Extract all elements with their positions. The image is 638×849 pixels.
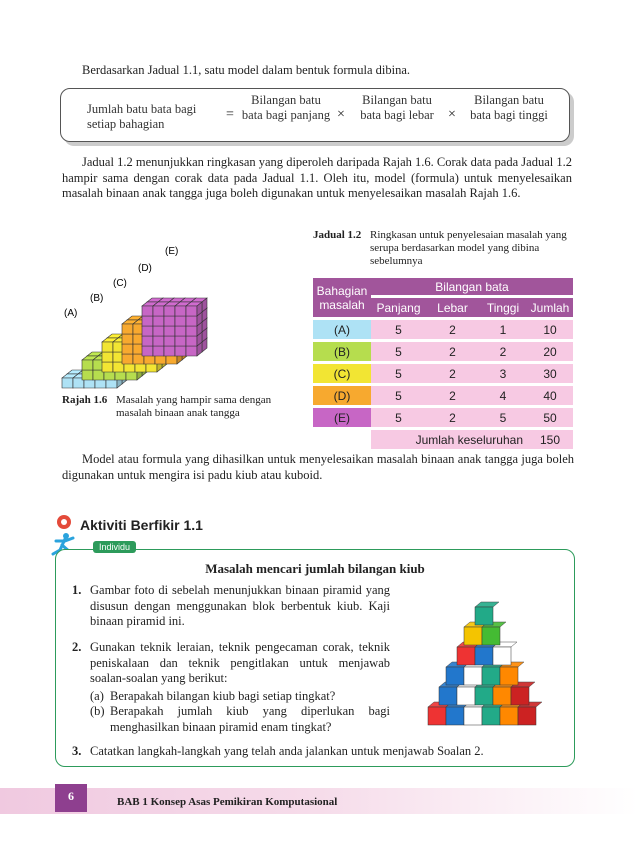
chapter-title: BAB 1 Konsep Asas Pemikiran Komputasional	[117, 796, 338, 808]
intro-text: Berdasarkan Jadual 1.1, satu model dalam bentuk formula dibina.	[82, 63, 411, 77]
row-cell: 3	[479, 364, 527, 383]
activity-heading: Masalah mencari jumlah bilangan kiub	[205, 561, 425, 576]
summary-table	[313, 275, 573, 452]
formula-term-length: Bilangan batu bata bagi panjang	[241, 93, 331, 122]
formula-term-height: Bilangan batu bata bagi tinggi	[470, 93, 548, 122]
header-length: Panjang	[371, 298, 426, 317]
table-row	[313, 320, 573, 339]
table-row	[313, 342, 573, 361]
row-cell: 2	[479, 342, 527, 361]
question-1	[72, 583, 390, 630]
row-cell: 2	[426, 364, 479, 383]
row-cell: 5	[371, 364, 426, 383]
figure-caption-ref: Rajah 1.6	[62, 394, 108, 406]
row-cell: 4	[479, 386, 527, 405]
header-width: Lebar	[426, 298, 479, 317]
figure-caption	[62, 394, 292, 420]
figure-caption-text: Masalah yang hampir sama dengan masalah binaan anak tangga	[116, 394, 272, 419]
row-cell: 5	[479, 408, 527, 427]
q2a-text: Berapakah bilangan kiub bagi setiap tingkat?	[110, 688, 336, 703]
header-part: Bahagian masalah	[313, 278, 371, 317]
header-group: Bilangan bata	[371, 278, 573, 295]
row-part: (E)	[313, 408, 371, 427]
row-part: (B)	[313, 342, 371, 361]
table-caption-text: Ringkasan untuk penyelesaian masalah yang serupa berdasarkan model yang dibina sebelumnya	[370, 229, 567, 267]
formula-term-width: Bilangan batu bata bagi lebar	[360, 93, 434, 122]
paragraph-3: Model atau formula yang dihasilkan untuk menyelesaikan masalah binaan anak tangga juga boleh digunakan untuk mengira isi padu kiub atau kuboid.	[62, 452, 574, 482]
row-cell: 5	[371, 408, 426, 427]
row-cell: 2	[426, 342, 479, 361]
row-cell: 40	[527, 386, 573, 405]
activity-badge: Individu	[93, 541, 136, 553]
q2-number: 2.	[72, 640, 82, 654]
figure-label-a: (A)	[64, 308, 78, 319]
equals-sign: =	[226, 107, 234, 122]
row-cell: 20	[527, 342, 573, 361]
figure-label-c: (C)	[113, 278, 127, 289]
activity-title: Aktiviti Berfikir 1.1	[80, 517, 203, 533]
times-sign-2: ×	[448, 107, 456, 122]
q2a-number: (a)	[90, 688, 104, 703]
row-cell: 2	[426, 320, 479, 339]
table-caption-ref: Jadual 1.2	[313, 229, 362, 241]
row-cell: 1	[479, 320, 527, 339]
row-cell: 5	[371, 320, 426, 339]
paragraph-2: Jadual 1.2 menunjukkan ringkasan yang diperoleh daripada Rajah 1.6. Corak data pada Jadual 1.2 hampir sama dengan corak data pada Jadual 1.1. Oleh itu, model (formula) untuk menyelesaikan masalah binaan anak tangga juga boleh digunakan untuk menyelesaikan masalah Rajah 1.6.	[62, 155, 572, 200]
q2b	[90, 704, 390, 735]
grand-total-value: 150	[527, 430, 573, 449]
question-2	[72, 640, 390, 735]
q2b-number: (b)	[90, 704, 105, 718]
table-row	[313, 408, 573, 427]
question-3	[72, 744, 562, 760]
q3-text: Catatkan langkah-langkah yang telah anda jalankan untuk menjawab Soalan 2.	[90, 744, 484, 758]
table-row	[313, 364, 573, 383]
cube-pyramid-image	[402, 575, 562, 735]
q2-text: Gunakan teknik leraian, teknik pengecaman corak, teknik peniskalaan dan teknik pengitlakan untuk menjawab soalan-soalan yang berikut:	[90, 640, 390, 685]
figure-label-d: (D)	[138, 263, 152, 274]
formula-box	[60, 88, 570, 142]
row-cell: 5	[371, 342, 426, 361]
staircase-figure	[58, 236, 298, 394]
q2a	[90, 689, 390, 705]
row-part: (C)	[313, 364, 371, 383]
grand-total-label: Jumlah keseluruhan	[371, 430, 527, 449]
header-total: Jumlah	[527, 298, 573, 317]
row-cell: 50	[527, 408, 573, 427]
row-cell: 10	[527, 320, 573, 339]
formula-lhs: Jumlah batu bata bagi setiap bahagian	[87, 102, 197, 131]
row-part: (D)	[313, 386, 371, 405]
table-caption	[313, 229, 578, 268]
row-cell: 30	[527, 364, 573, 383]
q2b-text: Berapakah jumlah kiub yang diperlukan bagi menghasilkan binaan piramid enam tingkat?	[110, 704, 390, 734]
q1-number: 1.	[72, 583, 82, 597]
table-row	[313, 386, 573, 405]
q3-number: 3.	[72, 744, 82, 758]
row-cell: 2	[426, 386, 479, 405]
times-sign-1: ×	[337, 107, 345, 122]
row-part: (A)	[313, 320, 371, 339]
page-number: 6	[55, 784, 87, 812]
header-height: Tinggi	[479, 298, 527, 317]
row-cell: 2	[426, 408, 479, 427]
figure-label-e: (E)	[165, 246, 179, 257]
q1-text: Gambar foto di sebelah menunjukkan binaan piramid yang disusun dengan menggunakan blok berbentuk kiub. Kaji binaan piramid ini.	[90, 583, 390, 628]
figure-label-b: (B)	[90, 293, 104, 304]
row-cell: 5	[371, 386, 426, 405]
